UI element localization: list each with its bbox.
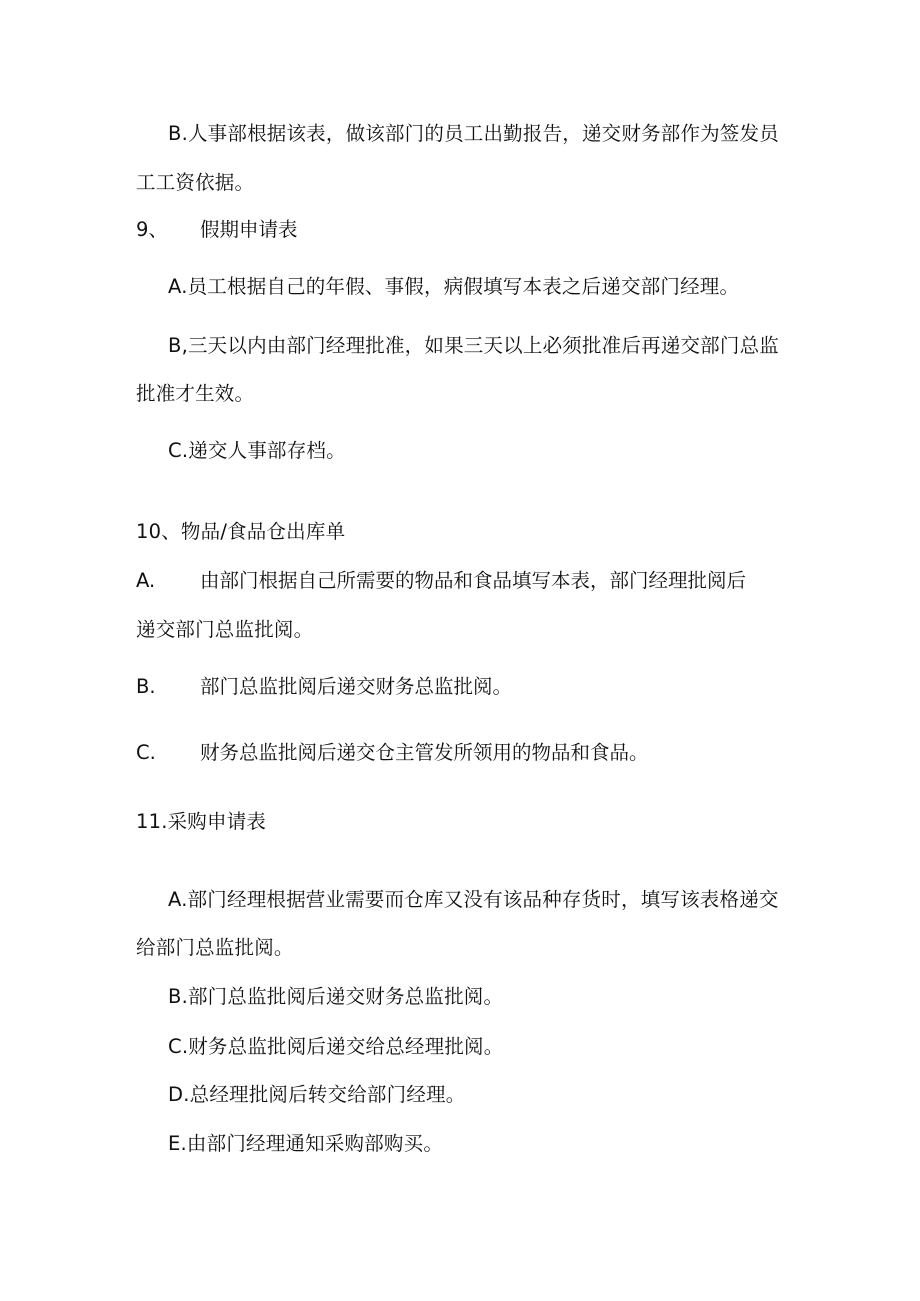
section9-item-b-line1: B,三天以内由部门经理批准，如果三天以上必须批准后再递交部门总监 — [168, 334, 779, 357]
section10-item-b: 部门总监批阅后递交财务总监批阅。 — [200, 675, 513, 698]
section10-item-a-line1: 由部门根据自己所需要的物品和食品填写本表，部门经理批阅后 — [200, 569, 747, 592]
section11-item-e: E.由部门经理通知采购部购买。 — [168, 1132, 444, 1155]
section10-item-a-label: A. — [136, 569, 156, 592]
section11-item-b: B.部门总监批阅后递交财务总监批阅。 — [168, 985, 504, 1008]
section9-item-b-line2: 批准才生效。 — [136, 382, 255, 405]
section11-item-d: D.总经理批阅后转交给部门经理。 — [168, 1083, 466, 1106]
section10-item-c-label: C. — [136, 741, 156, 764]
section11-item-a-line2: 给部门总监批阅。 — [136, 936, 294, 959]
section10-title: 10、物品/食品仓出库单 — [136, 520, 346, 543]
section10-item-b-label: B. — [136, 675, 156, 698]
section8-b-line2: 工工资依据。 — [136, 171, 255, 194]
section11-item-c: C.财务总监批阅后递交给总经理批阅。 — [168, 1035, 504, 1058]
section9-title: 假期申请表 — [200, 218, 298, 241]
section9-item-a: A.员工根据自己的年假、事假，病假填写本表之后递交部门经理。 — [168, 275, 740, 298]
section9-number: 9、 — [136, 218, 168, 241]
section8-b-line1: B.人事部根据该表，做该部门的员工出勤报告，递交财务部作为签发员 — [168, 122, 779, 145]
section9-item-c: C.递交人事部存档。 — [168, 439, 346, 462]
section11-title: 11.采购申请表 — [136, 810, 267, 833]
section10-item-c: 财务总监批阅后递交仓主管发所领用的物品和食品。 — [200, 741, 649, 764]
section11-item-a-line1: A.部门经理根据营业需要而仓库又没有该品种存货时，填写该表格递交 — [168, 888, 779, 911]
section10-item-a-line2: 递交部门总监批阅。 — [136, 618, 314, 641]
